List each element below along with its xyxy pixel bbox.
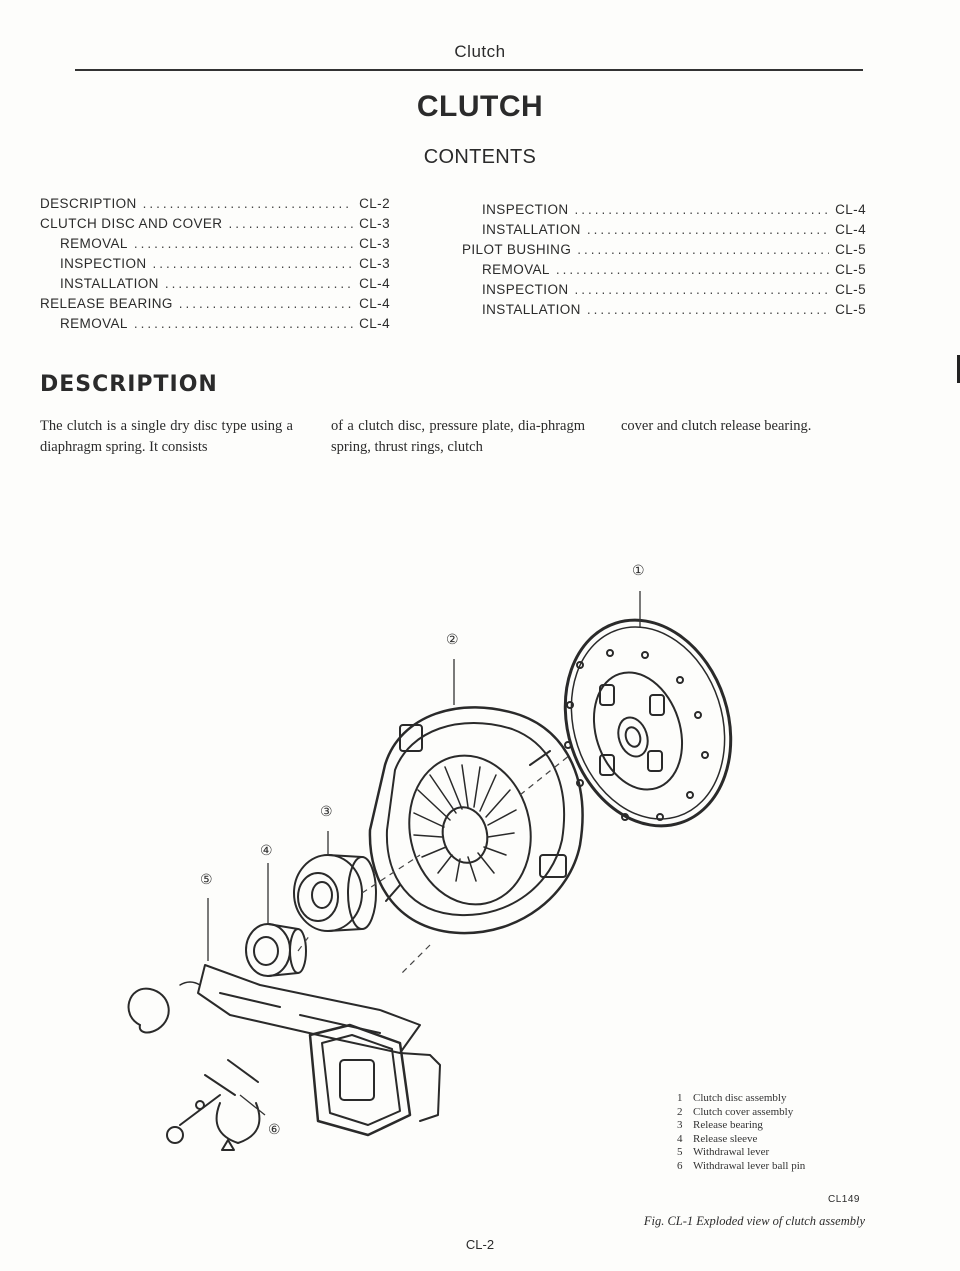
transmission-bearing-housing xyxy=(310,1025,440,1135)
release-bearing xyxy=(294,855,376,931)
toc-entry[interactable] xyxy=(462,242,866,262)
toc-label: INSPECTION xyxy=(482,202,569,217)
figure-legend xyxy=(677,1092,805,1173)
toc-label: INSTALLATION xyxy=(482,222,581,237)
toc-label: REMOVAL xyxy=(60,236,128,251)
callout-6: ⑥ xyxy=(268,1123,281,1138)
toc-label: INSTALLATION xyxy=(60,276,159,291)
withdrawal-lever-ball-pin xyxy=(205,1060,259,1150)
toc-page: CL-5 xyxy=(835,242,866,257)
toc-entry[interactable] xyxy=(482,222,866,242)
header-rule xyxy=(75,69,863,71)
toc-entry[interactable] xyxy=(40,196,390,216)
toc-label: INSTALLATION xyxy=(482,302,581,317)
legend-item: 2 Clutch cover assembly xyxy=(677,1105,794,1118)
figure-code: CL149 xyxy=(828,1194,860,1205)
figure-caption: Fig. CL-1 Exploded view of clutch assembly xyxy=(643,1214,865,1228)
body-column-3: cover and clutch release bearing. xyxy=(621,418,812,434)
toc-label: INSPECTION xyxy=(60,256,147,271)
page-number: CL-2 xyxy=(465,1237,495,1252)
toc-entry[interactable] xyxy=(60,316,390,336)
toc-page: CL-4 xyxy=(835,222,866,237)
toc-page: CL-4 xyxy=(359,296,390,311)
callout-2: ② xyxy=(446,633,459,648)
toc-entry[interactable] xyxy=(40,296,390,316)
toc-entry[interactable] xyxy=(482,302,866,322)
release-sleeve xyxy=(246,924,306,976)
toc-label: DESCRIPTION xyxy=(40,196,137,211)
legend-item: 5 Withdrawal lever xyxy=(677,1146,770,1158)
body-column-2: of a clutch disc, pressure plate, dia-phragm spring, thrust rings, clutch xyxy=(331,418,585,455)
page-title: CLUTCH xyxy=(416,90,544,123)
legend-item: 6 Withdrawal lever ball pin xyxy=(677,1159,806,1172)
toc-page: CL-4 xyxy=(359,316,390,331)
toc-label: CLUTCH DISC AND COVER xyxy=(40,216,223,231)
running-head: Clutch xyxy=(454,42,506,61)
toc-entry[interactable] xyxy=(60,236,390,256)
toc-entry[interactable] xyxy=(40,216,390,236)
toc-page: CL-5 xyxy=(835,282,866,297)
toc-entry[interactable] xyxy=(60,256,390,276)
legend-item: 3 Release bearing xyxy=(677,1119,763,1131)
exploded-view-illustration xyxy=(100,555,780,1185)
toc-page: CL-3 xyxy=(359,216,390,231)
toc-entry[interactable] xyxy=(482,262,866,282)
callout-3: ③ xyxy=(320,805,333,820)
toc-page: CL-5 xyxy=(835,302,866,317)
toc-label: INSPECTION xyxy=(482,282,569,297)
legend-item: 1 Clutch disc assembly xyxy=(677,1092,787,1104)
toc-page: CL-4 xyxy=(835,202,866,217)
toc-label: PILOT BUSHING xyxy=(462,242,572,257)
toc-page: CL-3 xyxy=(359,236,390,251)
toc-page: CL-4 xyxy=(359,276,390,291)
toc-page: CL-3 xyxy=(359,256,390,271)
contents-heading: CONTENTS xyxy=(423,146,537,168)
toc-entry[interactable] xyxy=(482,282,866,302)
toc-label: REMOVAL xyxy=(60,316,128,331)
legend-item: 4 Release sleeve xyxy=(677,1132,758,1145)
callout-5: ⑤ xyxy=(200,873,213,888)
toc-page: CL-5 xyxy=(835,262,866,277)
clutch-disc-assembly xyxy=(539,598,756,847)
body-column-1: The clutch is a single dry disc type using a diaphragm spring. It consists xyxy=(40,418,293,455)
clutch-cover-assembly xyxy=(370,707,583,933)
toc-entry[interactable] xyxy=(60,276,390,296)
callout-4: ④ xyxy=(260,844,273,859)
toc-entry[interactable] xyxy=(482,202,866,222)
section-heading-description: DESCRIPTION xyxy=(40,372,218,397)
toc-page: CL-2 xyxy=(359,196,390,211)
toc-label: REMOVAL xyxy=(482,262,550,277)
withdrawal-lever xyxy=(198,965,420,1053)
callout-1: ① xyxy=(632,564,645,579)
toc-label: RELEASE BEARING xyxy=(40,296,173,311)
